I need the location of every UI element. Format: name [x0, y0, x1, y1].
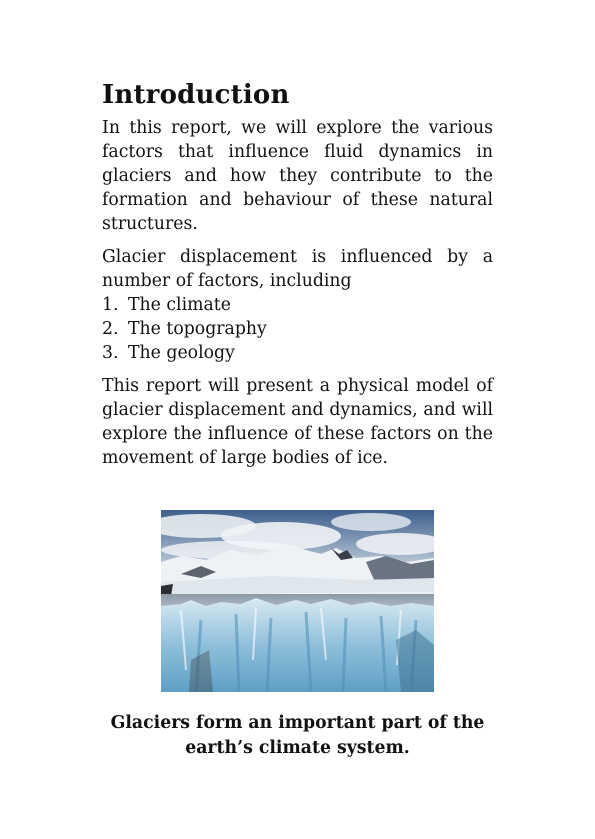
list-text: The geology — [128, 343, 235, 363]
list-item — [102, 317, 493, 341]
list-text: The climate — [128, 295, 231, 315]
figure-caption: Glaciers form an important part of the earth’s climate system. — [110, 713, 485, 758]
text-body — [102, 76, 493, 470]
list-number: 3. — [102, 343, 119, 363]
factors-paragraph: Glacier displacement is influenced by a number of factors, including — [102, 247, 493, 291]
list-text: The topography — [128, 319, 267, 339]
intro-paragraph: In this report, we will explore the various factors that influence fluid dynamics in glaciers and how they contribute to the formation and behaviour of these natural structures. — [102, 118, 493, 234]
model-paragraph: This report will present a physical model of glacier displacement and dynamics, and will explore the influence of these factors on the movement of large bodies of ice. — [102, 376, 493, 468]
list-number: 1. — [102, 295, 119, 315]
list-item — [102, 341, 493, 365]
list-item — [102, 293, 493, 317]
glacier-photo — [161, 510, 434, 692]
list-number: 2. — [102, 319, 119, 339]
section-heading: Introduction — [102, 80, 290, 110]
factors-list — [102, 293, 493, 365]
